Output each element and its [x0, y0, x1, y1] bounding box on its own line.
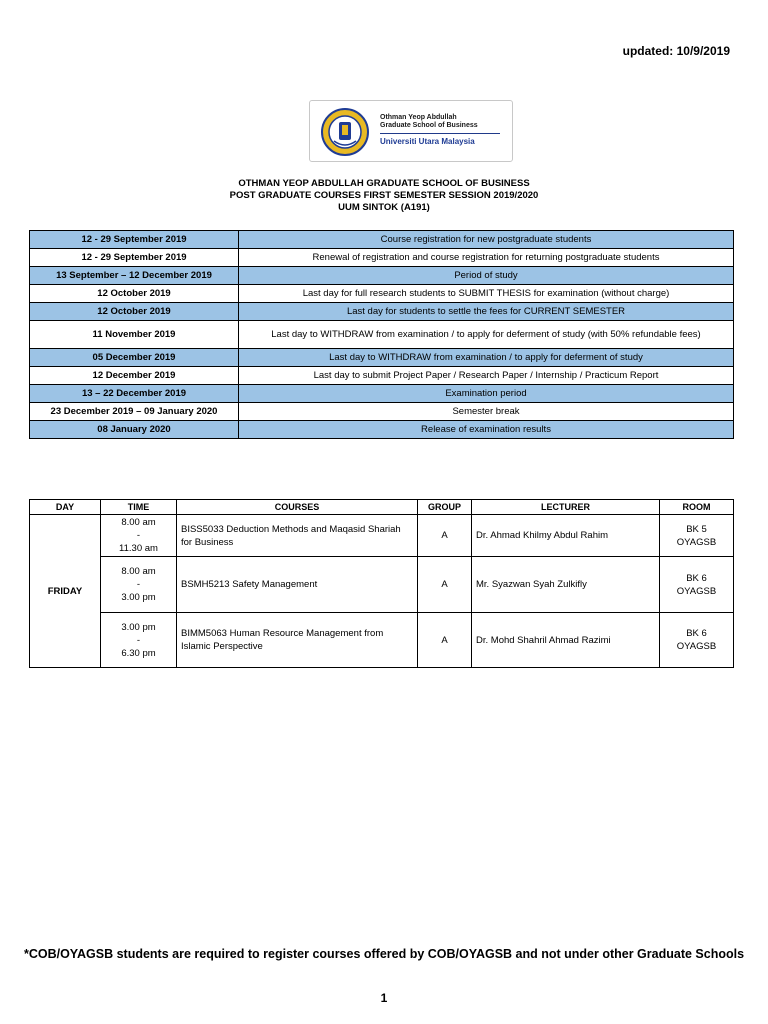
header-courses: COURSES — [177, 500, 418, 515]
page-number: 1 — [380, 991, 388, 1005]
calendar-event: Period of study — [239, 267, 734, 285]
uum-seal-icon — [320, 107, 370, 157]
table-row — [30, 557, 734, 613]
calendar-date: 12 October 2019 — [30, 303, 239, 321]
logo-text-line2: Graduate School of Business — [380, 122, 478, 129]
header-lecturer: LECTURER — [472, 500, 660, 515]
course-cell: BISS5033 Deduction Methods and Maqasid Shariah for Business — [177, 515, 418, 557]
time-start: 3.00 pm — [121, 621, 156, 633]
calendar-event: Semester break — [239, 403, 734, 421]
time-cell — [101, 613, 177, 668]
calendar-event: Last day to submit Project Paper / Research Paper / Internship / Practicum Report — [239, 367, 734, 385]
group-cell: A — [418, 515, 472, 557]
room-code: BK 6 — [686, 572, 707, 584]
group-cell: A — [418, 613, 472, 668]
time-end: 11.30 am — [119, 543, 158, 554]
time-cell — [101, 515, 177, 557]
room-building: OYAGSB — [676, 641, 717, 652]
room-cell — [660, 557, 734, 613]
calendar-date: 12 December 2019 — [30, 367, 239, 385]
logo-text-line3: Universiti Utara Malaysia — [380, 137, 475, 146]
logo-divider — [380, 133, 500, 134]
room-code: BK 6 — [686, 628, 707, 639]
calendar-event: Last day to WITHDRAW from examination / to apply for deferment of study (with 50% refundable fees) — [239, 321, 734, 349]
calendar-date: 23 December 2019 – 09 January 2020 — [30, 403, 239, 421]
lecturer-cell: Dr. Ahmad Khilmy Abdul Rahim — [472, 515, 660, 557]
calendar-event: Release of examination results — [239, 421, 734, 439]
room-code: BK 5 — [686, 523, 707, 535]
calendar-date: 05 December 2019 — [30, 349, 239, 367]
calendar-row — [30, 403, 734, 421]
room-cell — [660, 613, 734, 668]
heading-line2: POST GRADUATE COURSES FIRST SEMESTER SESSION 2019/2020 — [229, 190, 539, 201]
calendar-row — [30, 303, 734, 321]
time-cell — [101, 557, 177, 613]
header-group: GROUP — [418, 500, 472, 515]
calendar-date: 12 - 29 September 2019 — [30, 249, 239, 267]
heading-line3: UUM SINTOK (A191) — [338, 202, 430, 213]
calendar-event: Examination period — [239, 385, 734, 403]
academic-calendar-table — [29, 230, 734, 439]
calendar-date: 12 October 2019 — [30, 285, 239, 303]
time-end: 3.00 pm — [121, 592, 156, 603]
time-start: 8.00 am — [121, 566, 156, 577]
course-schedule-table — [29, 499, 734, 668]
calendar-event: Renewal of registration and course registration for returning postgraduate students — [239, 249, 734, 267]
document-heading — [0, 178, 768, 214]
group-cell: A — [418, 557, 472, 613]
calendar-row — [30, 421, 734, 439]
calendar-row — [30, 285, 734, 303]
calendar-event: Last day to WITHDRAW from examination / to apply for deferment of study — [239, 349, 734, 367]
calendar-row — [30, 231, 734, 249]
room-building: OYAGSB — [676, 585, 717, 597]
calendar-row — [30, 349, 734, 367]
time-separator: - — [136, 530, 141, 541]
calendar-row — [30, 385, 734, 403]
calendar-date: 13 September – 12 December 2019 — [30, 267, 239, 285]
lecturer-cell: Dr. Mohd Shahril Ahmad Razimi — [472, 613, 660, 668]
logo-text-line1: Othman Yeop Abdullah — [380, 114, 457, 121]
room-cell — [660, 515, 734, 557]
day-cell: FRIDAY — [30, 515, 101, 668]
calendar-row — [30, 367, 734, 385]
footnote: *COB/OYAGSB students are required to register courses offered by COB/OYAGSB and not under other Graduate Schools — [23, 947, 745, 961]
calendar-row — [30, 267, 734, 285]
time-separator: - — [136, 579, 141, 590]
time-separator: - — [136, 634, 141, 646]
header-room: ROOM — [660, 500, 734, 515]
calendar-date: 08 January 2020 — [30, 421, 239, 439]
calendar-event: Last day for students to settle the fees for CURRENT SEMESTER — [239, 303, 734, 321]
course-cell: BSMH5213 Safety Management — [177, 557, 418, 613]
calendar-date: 13 – 22 December 2019 — [30, 385, 239, 403]
school-logo — [309, 100, 513, 162]
lecturer-cell: Mr. Syazwan Syah Zulkifly — [472, 557, 660, 613]
time-end: 6.30 pm — [121, 647, 156, 659]
header-time: TIME — [101, 500, 177, 515]
heading-line1: OTHMAN YEOP ABDULLAH GRADUATE SCHOOL OF BUSINESS — [238, 178, 530, 189]
updated-date: updated: 10/9/2019 — [622, 44, 730, 58]
room-building: OYAGSB — [676, 536, 717, 548]
table-row — [30, 613, 734, 668]
course-cell: BIMM5063 Human Resource Management from Islamic Perspective — [177, 613, 418, 668]
time-start: 8.00 am — [121, 517, 156, 528]
calendar-row — [30, 321, 734, 349]
calendar-date: 11 November 2019 — [30, 321, 239, 349]
table-row — [30, 515, 734, 557]
schedule-header-row — [30, 500, 734, 515]
header-day: DAY — [30, 500, 101, 515]
calendar-event: Course registration for new postgraduate students — [239, 231, 734, 249]
calendar-event: Last day for full research students to SUBMIT THESIS for examination (without charge) — [239, 285, 734, 303]
calendar-date: 12 - 29 September 2019 — [30, 231, 239, 249]
calendar-row — [30, 249, 734, 267]
